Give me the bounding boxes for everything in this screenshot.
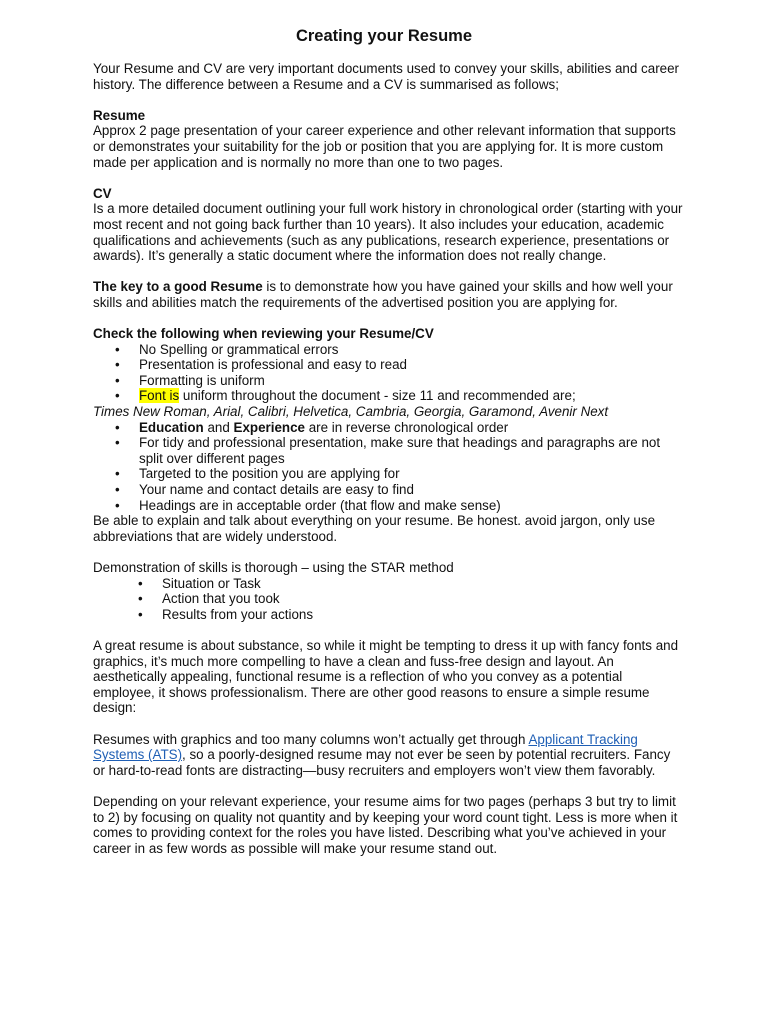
list-item: [93, 388, 683, 404]
page-title: Creating your Resume: [295, 27, 473, 45]
list-item-text: Formatting is uniform: [139, 372, 265, 388]
explain-paragraph: Be able to explain and talk about everything on your resume. Be honest. avoid jargon, only use abbreviations that are widely understood.: [93, 513, 656, 544]
list-item: [93, 607, 683, 623]
list-item-text: Action that you took: [162, 591, 280, 607]
experience-bold: Experience: [233, 419, 305, 435]
bullet: •: [115, 341, 120, 357]
list-item-text: are in reverse chronological order: [305, 419, 509, 435]
list-item-text: For tidy and professional presentation, make sure that headings and paragraphs are not split over different pages: [139, 435, 661, 466]
list-item: [93, 342, 683, 358]
substance-paragraph: A great resume is about substance, so while it might be tempting to dress it up with fancy fonts and graphics, it’s much more compelling to have a clean and fuss-free design and layout. An aesthetically appealing, functional resume is a reflection of who you convey as a potential employee, it shows professionalism. There are other good reasons to ensure a simple resume design:: [93, 637, 679, 716]
bullet: •: [138, 591, 143, 607]
length-paragraph: Depending on your relevant experience, your resume aims for two pages (perhaps 3 but try to limit to 2) by focusing on quality not quantity and by keeping your word count tight. Less is more when it comes to providing context for the roles you have listed. Describing what you’ve achieved in your career in as few words as possible will make your resume stand out.: [93, 793, 678, 856]
cv-heading: CV: [93, 185, 112, 201]
checklist-list-a: [93, 342, 683, 404]
fonts-line: Times New Roman, Arial, Calibri, Helvetica, Cambria, Georgia, Garamond, Avenir Next: [93, 404, 609, 420]
document-body: [93, 61, 683, 856]
list-item: [93, 498, 683, 514]
list-item: [93, 357, 683, 373]
bullet: •: [115, 357, 120, 373]
checklist-list-b: [93, 420, 683, 514]
bullet: •: [115, 497, 120, 513]
list-item-text: Results from your actions: [162, 606, 314, 622]
checklist-heading: Check the following when reviewing your Resume/CV: [93, 326, 434, 342]
bullet: •: [115, 372, 120, 388]
highlighted-text: Font is: [139, 388, 180, 404]
education-bold: Education: [139, 419, 204, 435]
bullet: •: [115, 435, 120, 451]
list-item-text: No Spelling or grammatical errors: [139, 341, 339, 357]
bullet: •: [138, 575, 143, 591]
bullet: •: [115, 419, 120, 435]
ats-link[interactable]: Applicant Tracking Systems (ATS): [93, 731, 638, 763]
list-item-text: Headings are in acceptable order (that flow and make sense): [139, 497, 501, 513]
list-item: [93, 466, 683, 482]
key-paragraph: [93, 279, 683, 310]
list-item-text: Targeted to the position you are applying for: [139, 466, 400, 482]
list-item: [93, 482, 683, 498]
bullet: •: [115, 466, 120, 482]
list-item: [93, 435, 683, 466]
ats-before: Resumes with graphics and too many columns won’t actually get through: [93, 731, 529, 747]
ats-paragraph: [93, 732, 683, 779]
ats-after: , so a poorly-designed resume may not ever be seen by potential recruiters. Fancy or hard-to-read fonts are distracting—busy recruiters and employers won’t view them favorably.: [93, 747, 671, 778]
key-bold: The key to a good Resume: [93, 279, 263, 295]
star-list: [93, 576, 683, 623]
list-item: [93, 591, 683, 607]
bullet: •: [115, 388, 120, 404]
resume-paragraph: Approx 2 page presentation of your career experience and other relevant information that supports or demonstrates your suitability for the job or position that you are applying for. It is more custom made per application and is normally no more than one to two pages.: [93, 123, 676, 170]
intro-paragraph: Your Resume and CV are very important documents used to convey your skills, abilities and career history. The difference between a Resume and a CV is summarised as follows;: [93, 61, 680, 92]
list-item: [93, 373, 683, 389]
bullet: •: [138, 606, 143, 622]
list-item-text: Presentation is professional and easy to read: [139, 357, 407, 373]
key-rest: is to demonstrate how you have gained your skills and how well your skills and abilities match the requirements of the advertised position you are applying for.: [93, 279, 673, 310]
list-item-text: uniform throughout the document - size 11 and recommended are;: [179, 388, 576, 404]
list-item-text: Situation or Task: [162, 575, 261, 591]
list-item: [93, 576, 683, 592]
star-intro: Demonstration of skills is thorough – using the STAR method: [93, 560, 454, 575]
list-item-text: Your name and contact details are easy to find: [139, 482, 414, 498]
resume-heading: Resume: [93, 107, 146, 123]
bullet: •: [115, 482, 120, 498]
list-item: [93, 420, 683, 436]
cv-paragraph: Is a more detailed document outlining your full work history in chronological order (starting with your most recent and not going back further than 10 years). It also includes your education, academic qualifications and achievements (such as any publications, research experience, presentations or awards). It’s generally a static document where the information does not really change.: [93, 201, 683, 264]
list-item-text: and: [203, 419, 234, 435]
